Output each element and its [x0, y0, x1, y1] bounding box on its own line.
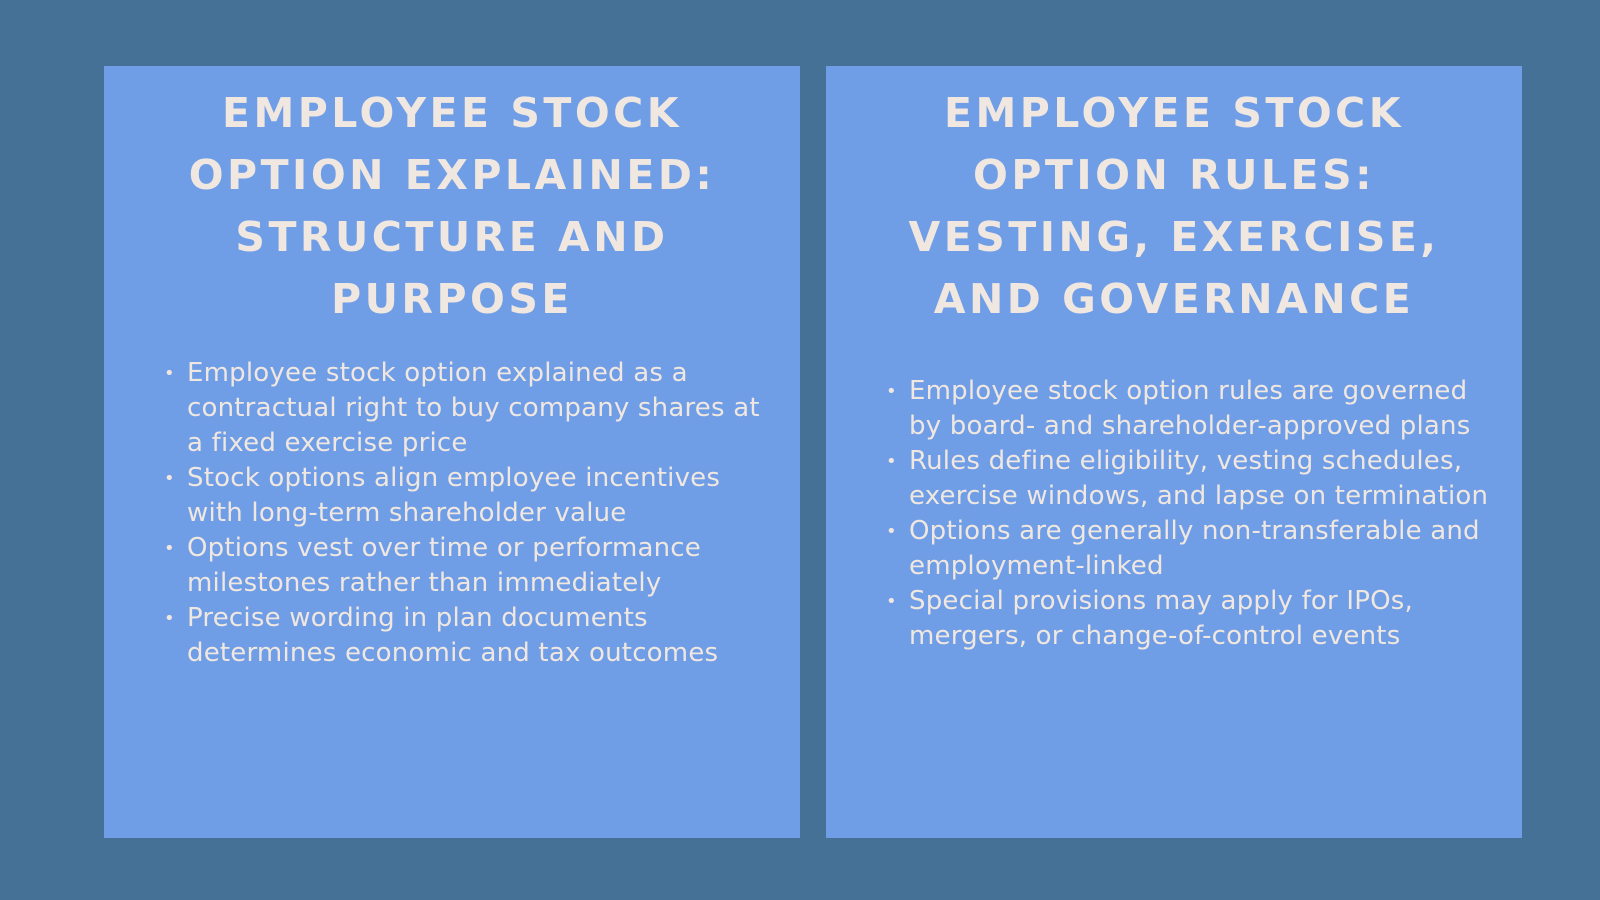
bullet-icon: • — [164, 538, 175, 559]
list-item — [161, 356, 770, 461]
bullet-list — [883, 374, 1492, 654]
list-item — [883, 374, 1492, 444]
card-structure-and-purpose — [104, 66, 800, 838]
list-item-text: Options vest over time or performance milestones rather than immediately — [187, 533, 701, 598]
list-item-text: Special provisions may apply for IPOs, mergers, or change-of-control events — [909, 586, 1414, 651]
card-title: EMPLOYEE STOCK OPTION EXPLAINED: STRUCTURE AND PURPOSE — [188, 89, 716, 323]
list-item-text: Precise wording in plan documents determines economic and tax outcomes — [187, 603, 719, 668]
list-item-text: Employee stock option explained as a contractual right to buy company shares at a fixed exercise price — [187, 358, 760, 458]
list-item-text: Rules define eligibility, vesting schedules, exercise windows, and lapse on termination — [909, 446, 1489, 511]
list-item — [161, 531, 770, 601]
bullet-list — [161, 356, 770, 671]
list-item — [161, 461, 770, 531]
bullet-icon: • — [886, 591, 897, 612]
card-title: EMPLOYEE STOCK OPTION RULES: VESTING, EXERCISE, AND GOVERNANCE — [908, 89, 1440, 323]
list-item — [883, 444, 1492, 514]
list-item-text: Employee stock option rules are governed by board- and shareholder-approved plans — [909, 376, 1471, 441]
list-item — [161, 601, 770, 671]
list-item — [883, 514, 1492, 584]
bullet-icon: • — [886, 521, 897, 542]
bullet-icon: • — [886, 451, 897, 472]
bullet-icon: • — [164, 468, 175, 489]
bullet-icon: • — [164, 363, 175, 384]
list-item-text: Stock options align employee incentives with long-term shareholder value — [187, 463, 721, 528]
list-item — [883, 584, 1492, 654]
card-rules-and-governance — [826, 66, 1522, 838]
bullet-icon: • — [886, 381, 897, 402]
bullet-icon: • — [164, 608, 175, 629]
list-item-text: Options are generally non-transferable and employment-linked — [909, 516, 1480, 581]
